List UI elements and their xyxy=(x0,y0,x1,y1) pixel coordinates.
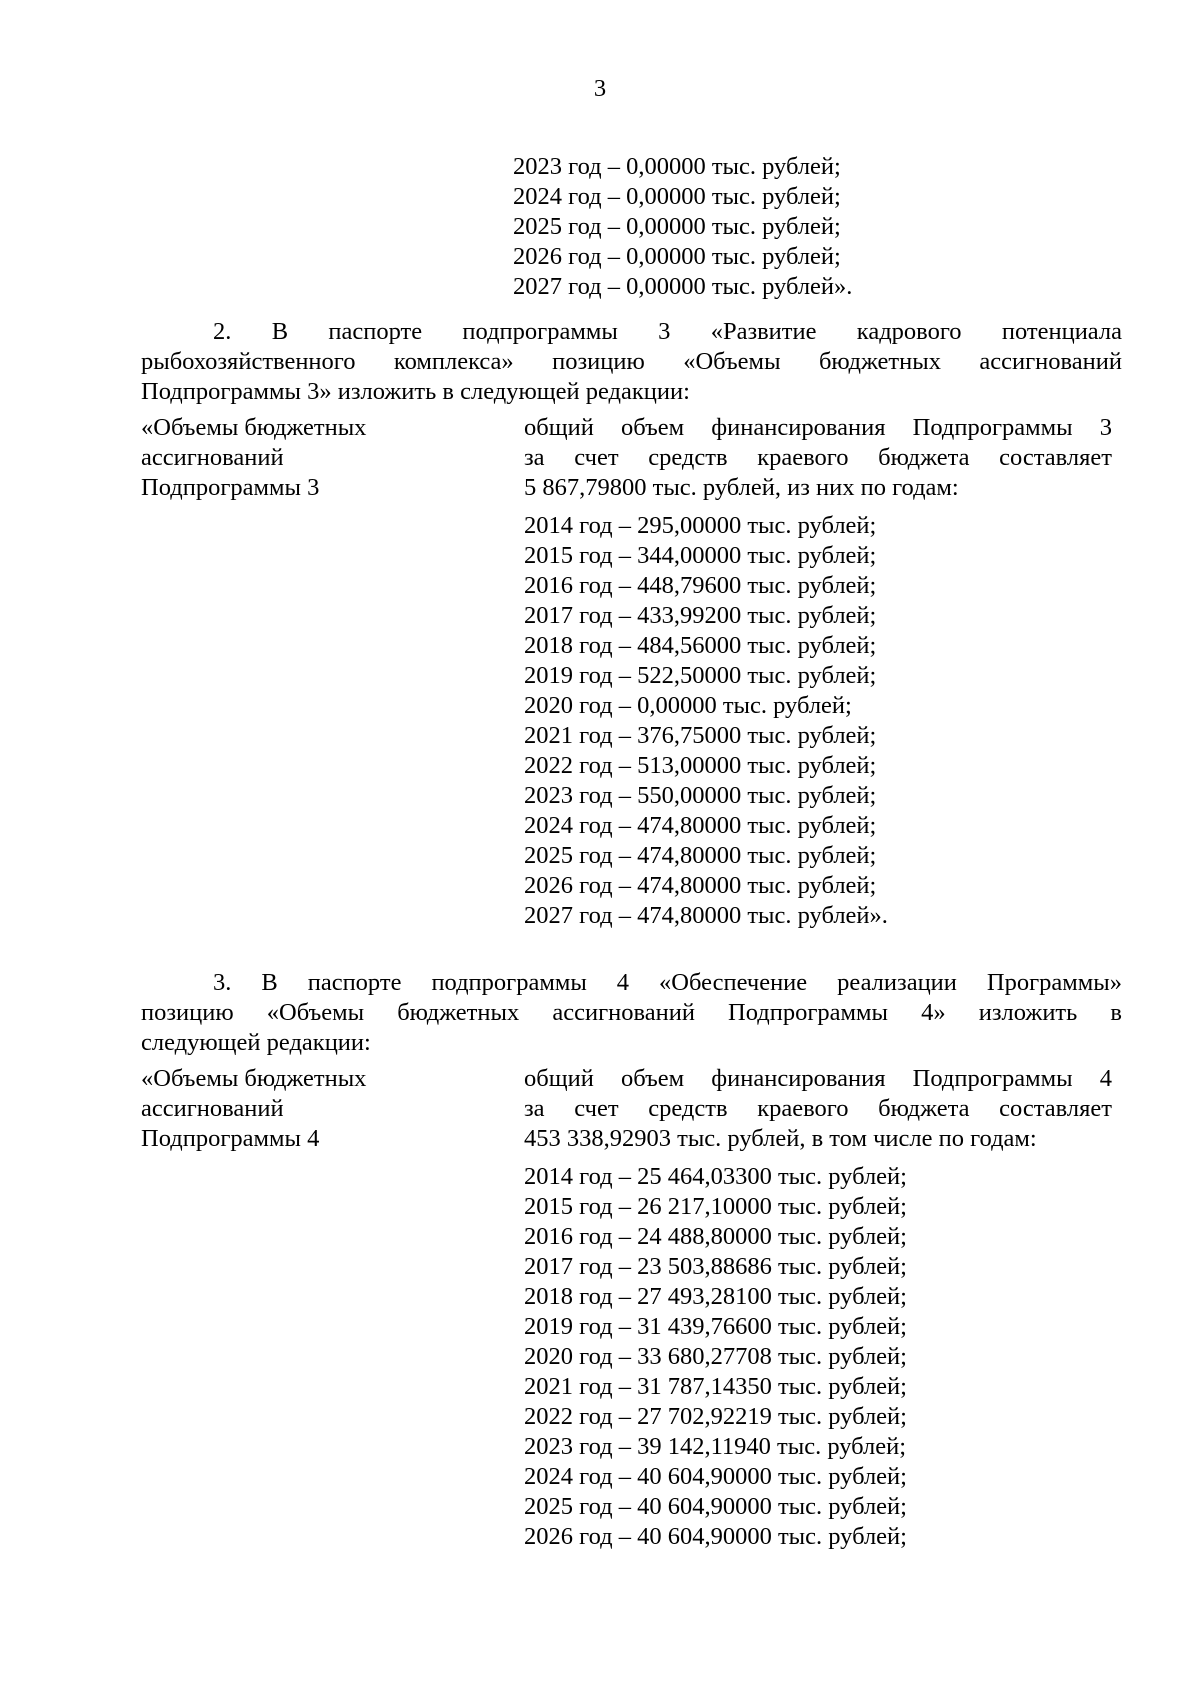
label-line: ассигнований xyxy=(141,444,284,471)
item3-paragraph xyxy=(141,968,1122,1058)
year-line: 2018 год – 484,56000 тыс. рублей; xyxy=(524,632,877,659)
label-line: Подпрограммы 3 xyxy=(141,474,320,501)
year-line: 2021 год – 31 787,14350 тыс. рублей; xyxy=(524,1373,907,1400)
item2-label xyxy=(141,413,366,503)
item3-description xyxy=(524,1064,1112,1154)
desc-line: за счет средств краевого бюджета составляет xyxy=(524,444,1112,471)
item2-year-list xyxy=(524,511,888,931)
paragraph-line: 3. В паспорте подпрограммы 4 «Обеспечение реализации Программы» xyxy=(213,969,1122,996)
year-line: 2021 год – 376,75000 тыс. рублей; xyxy=(524,722,877,749)
item2-paragraph xyxy=(141,317,1122,407)
item2-description xyxy=(524,413,1112,503)
year-line: 2024 год – 40 604,90000 тыс. рублей; xyxy=(524,1463,907,1490)
year-line: 2015 год – 26 217,10000 тыс. рублей; xyxy=(524,1193,907,1220)
year-line: 2017 год – 433,99200 тыс. рублей; xyxy=(524,602,877,629)
year-line: 2023 год – 39 142,11940 тыс. рублей; xyxy=(524,1433,907,1460)
year-line: 2022 год – 513,00000 тыс. рублей; xyxy=(524,752,877,779)
year-line: 2024 год – 474,80000 тыс. рублей; xyxy=(524,812,877,839)
year-line: 2024 год – 0,00000 тыс. рублей; xyxy=(513,183,841,210)
label-line: Подпрограммы 4 xyxy=(141,1125,320,1152)
desc-line: 453 338,92903 тыс. рублей, в том числе по годам: xyxy=(524,1125,1037,1152)
year-line: 2025 год – 0,00000 тыс. рублей; xyxy=(513,213,841,240)
item3-year-list xyxy=(524,1162,907,1552)
year-line: 2017 год – 23 503,88686 тыс. рублей; xyxy=(524,1253,907,1280)
year-line: 2027 год – 0,00000 тыс. рублей». xyxy=(513,273,853,300)
year-line: 2018 год – 27 493,28100 тыс. рублей; xyxy=(524,1283,907,1310)
year-line: 2016 год – 448,79600 тыс. рублей; xyxy=(524,572,877,599)
year-line: 2020 год – 0,00000 тыс. рублей; xyxy=(524,692,852,719)
year-line: 2022 год – 27 702,92219 тыс. рублей; xyxy=(524,1403,907,1430)
year-line: 2016 год – 24 488,80000 тыс. рублей; xyxy=(524,1223,907,1250)
paragraph-line: 2. В паспорте подпрограммы 3 «Развитие кадрового потенциала xyxy=(213,318,1122,345)
paragraph-line: следующей редакции: xyxy=(141,1029,371,1056)
label-line: «Объемы бюджетных xyxy=(141,414,367,441)
year-line: 2026 год – 40 604,90000 тыс. рублей; xyxy=(524,1523,907,1550)
desc-line: общий объем финансирования Подпрограммы 3 xyxy=(524,414,1112,441)
desc-line: 5 867,79800 тыс. рублей, из них по годам: xyxy=(524,474,959,501)
top-year-list xyxy=(513,152,852,302)
desc-line: за счет средств краевого бюджета составляет xyxy=(524,1095,1112,1122)
year-line: 2014 год – 25 464,03300 тыс. рублей; xyxy=(524,1163,907,1190)
year-line: 2025 год – 40 604,90000 тыс. рублей; xyxy=(524,1493,907,1520)
year-line: 2023 год – 550,00000 тыс. рублей; xyxy=(524,782,877,809)
page-number: 3 xyxy=(593,75,607,102)
year-line: 2015 год – 344,00000 тыс. рублей; xyxy=(524,542,877,569)
year-line: 2019 год – 31 439,76600 тыс. рублей; xyxy=(524,1313,907,1340)
label-line: «Объемы бюджетных xyxy=(141,1065,367,1092)
year-line: 2019 год – 522,50000 тыс. рублей; xyxy=(524,662,877,689)
paragraph-line: позицию «Объемы бюджетных ассигнований Подпрограммы 4» изложить в xyxy=(141,999,1122,1026)
year-line: 2014 год – 295,00000 тыс. рублей; xyxy=(524,512,877,539)
year-line: 2025 год – 474,80000 тыс. рублей; xyxy=(524,842,877,869)
item3-label xyxy=(141,1064,366,1154)
year-line: 2026 год – 474,80000 тыс. рублей; xyxy=(524,872,877,899)
label-line: ассигнований xyxy=(141,1095,284,1122)
year-line: 2027 год – 474,80000 тыс. рублей». xyxy=(524,902,888,929)
paragraph-line: Подпрограммы 3» изложить в следующей редакции: xyxy=(141,378,690,405)
paragraph-line: рыбохозяйственного комплекса» позицию «Объемы бюджетных ассигнований xyxy=(141,348,1122,375)
desc-line: общий объем финансирования Подпрограммы 4 xyxy=(524,1065,1112,1092)
year-line: 2026 год – 0,00000 тыс. рублей; xyxy=(513,243,841,270)
year-line: 2020 год – 33 680,27708 тыс. рублей; xyxy=(524,1343,907,1370)
year-line: 2023 год – 0,00000 тыс. рублей; xyxy=(513,153,841,180)
